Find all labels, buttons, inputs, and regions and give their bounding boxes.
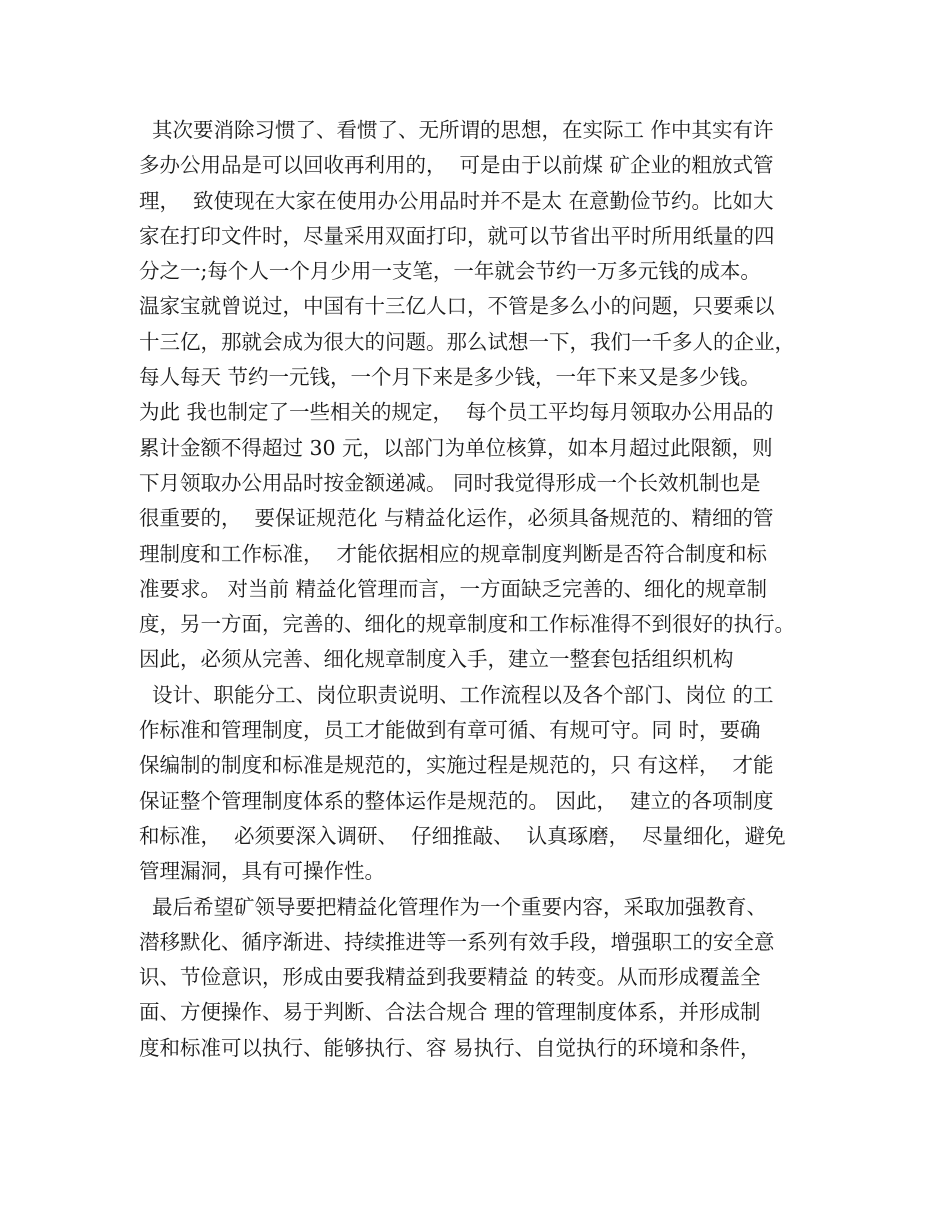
text-line: 下月领取办公用品时按金额递减。 同时我觉得形成一个长效机制也是 [139,470,761,495]
text-line: 累计金额不得超过 30 元，以部门为单位核算，如本月超过此限额，则 [139,435,773,460]
text-line: 多办公用品是可以回收再利用的， 可是由于以前煤 矿企业的粗放式管 [139,153,774,178]
text-line: 保证整个管理制度体系的整体运作是规范的。 因此， 建立的各项制度 [139,788,774,813]
text-line: 识、节俭意识，形成由要我精益到我要精益 的转变。从而形成覆盖全 [139,965,761,990]
text-line: 家在打印文件时，尽量采用双面打印，就可以节省出平时所用纸量的四 [139,223,775,248]
text-line: 潜移默化、循序渐进、持续推进等一系列有效手段，增强职工的安全意 [139,929,775,954]
text-line: 分之一;每个人一个月少用一支笔，一年就会节约一万多元钱的成本。 [139,259,761,284]
text-line: 理制度和工作标准， 才能依据相应的规章制度判断是否符合制度和标 [139,541,768,566]
text-line: 设计、职能分工、岗位职责说明、工作流程以及各个部门、岗位 的工 [139,682,774,707]
text-line: 和标准， 必须要深入调研、 仔细推敲、 认真琢磨， 尽量细化，避免 [139,823,786,848]
text-line: 因此，必须从完善、细化规章制度入手，建立一整套包括组织机构 [139,647,734,672]
text-line: 温家宝就曾说过，中国有十三亿人口，不管是多么小的问题，只要乘以 [139,294,775,319]
text-line: 为此 我也制定了一些相关的规定， 每个员工平均每月领取办公用品的 [139,400,774,425]
text-line: 保编制的制度和标准是规范的，实施过程是规范的，只 有这样， 才能 [139,753,774,778]
text-line: 理， 致使现在大家在使用办公用品时并不是太 在意勤俭节约。比如大 [139,188,774,213]
text-line: 度和标准可以执行、能够执行、容 易执行、自觉执行的环境和条件， [139,1035,761,1060]
text-line: 准要求。 对当前 精益化管理而言，一方面缺乏完善的、细化的规章制 [139,576,768,601]
text-line: 很重要的， 要保证规范化 与精益化运作，必须具备规范的、精细的管 [139,506,774,531]
text-line: 度，另一方面，完善的、细化的规章制度和工作标准得不到很好的执行。 [139,612,795,637]
text-line: 十三亿，那就会成为很大的问题。那么试想一下，我们一千多人的企业， [139,329,795,354]
text-line: 最后希望矿领导要把精益化管理作为一个重要内容，采取加强教育、 [139,894,768,919]
text-line: 每人每天 节约一元钱，一个月下来是多少钱，一年下来又是多少钱。 [139,365,761,390]
text-line: 其次要消除习惯了、看惯了、无所谓的思想，在实际工 作中其实有许 [139,118,774,142]
text-line: 作标准和管理制度，员工才能做到有章可循、有规可守。同 时，要确 [139,718,761,743]
body-text [139,113,839,1066]
text-line: 面、方便操作、易于判断、合法合规合 理的管理制度体系，并形成制 [139,1000,761,1025]
text-line: 管理漏洞，具有可操作性。 [139,859,385,884]
